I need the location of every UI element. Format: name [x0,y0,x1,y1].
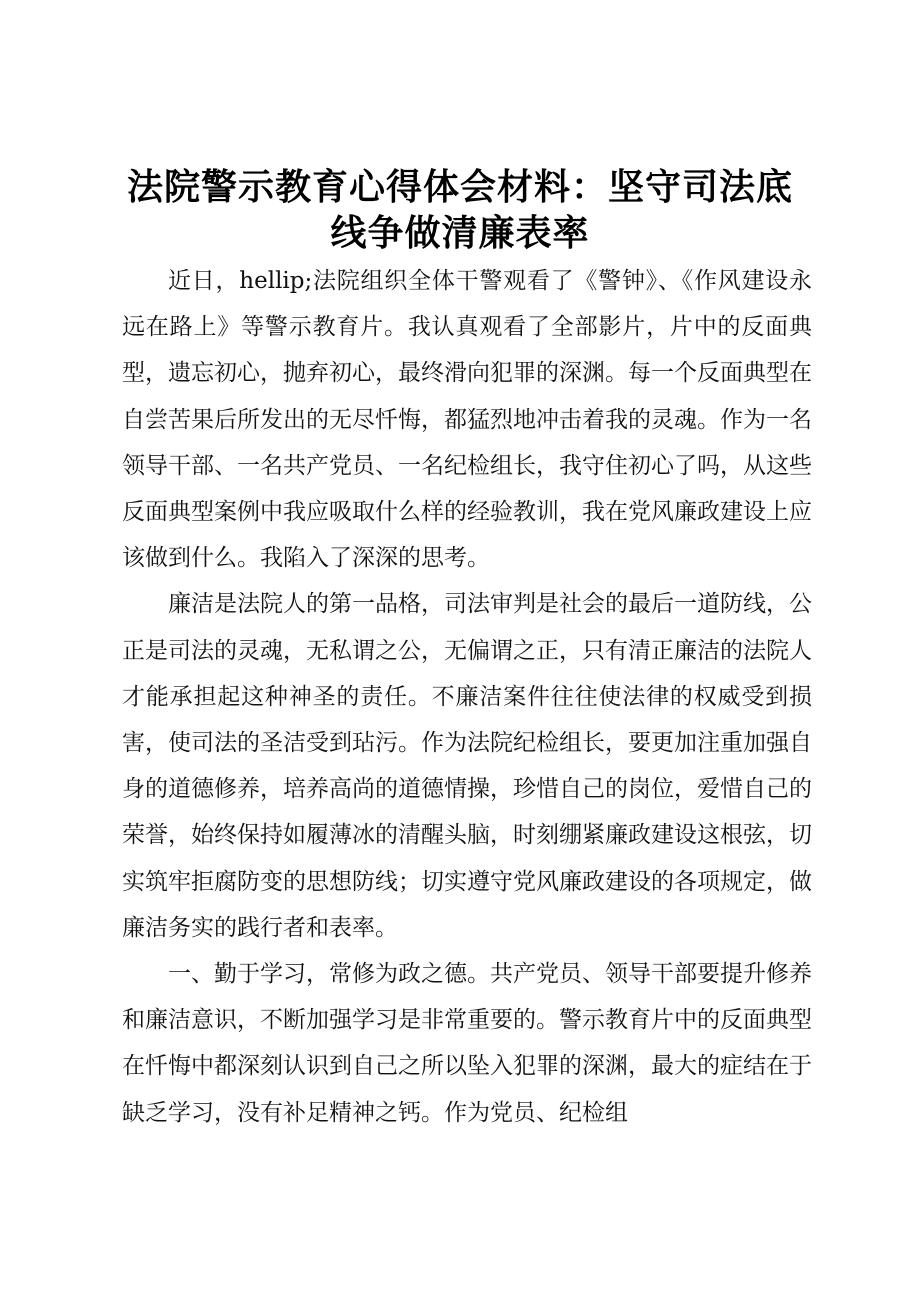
paragraph-study: 一、勤于学习，常修为政之德。共产党员、领导干部要提升修养和廉洁意识，不断加强学习是非常重要的。警示教育片中的反面典型在忏悔中都深刻认识到自己之所以坠入犯罪的深渊，最大的症结在于缺乏学习，没有补足精神之钙。作为党员、纪检组 [122,961,812,1126]
document-body [122,258,812,1136]
document-title: 法院警示教育心得体会材料：坚守司法底线争做清廉表率 [126,167,793,254]
paragraph-intro: 近日，hellip;法院组织全体干警观看了《警钟》、《作风建设永远在路上》等警示教育片。我认真观看了全部影片，片中的反面典型，遗忘初心，抛弃初心，最终滑向犯罪的深渊。每一个反面典型在自尝苦果后所发出的无尽忏悔，都猛烈地冲击着我的灵魂。作为一名领导干部、一名共产党员、一名纪检组长，我守住初心了吗，从这些反面典型案例中我应吸取什么样的经验教训，我在党风廉政建设上应该做到什么。我陷入了深深的思考。 [122,268,812,572]
paragraph-integrity: 廉洁是法院人的第一品格，司法审判是社会的最后一道防线，公正是司法的灵魂，无私谓之公，无偏谓之正，只有清正廉洁的法院人才能承担起这种神圣的责任。不廉洁案件往往使法律的权威受到损害，使司法的圣洁受到玷污。作为法院纪检组长，要更加注重加强自身的道德修养，培养高尚的道德情操，珍惜自己的岗位，爱惜自己的荣誉，始终保持如履薄冰的清醒头脑，时刻绷紧廉政建设这根弦，切实筑牢拒腐防变的思想防线；切实遵守党风廉政建设的各项规定，做廉洁务实的践行者和表率。 [122,591,812,941]
